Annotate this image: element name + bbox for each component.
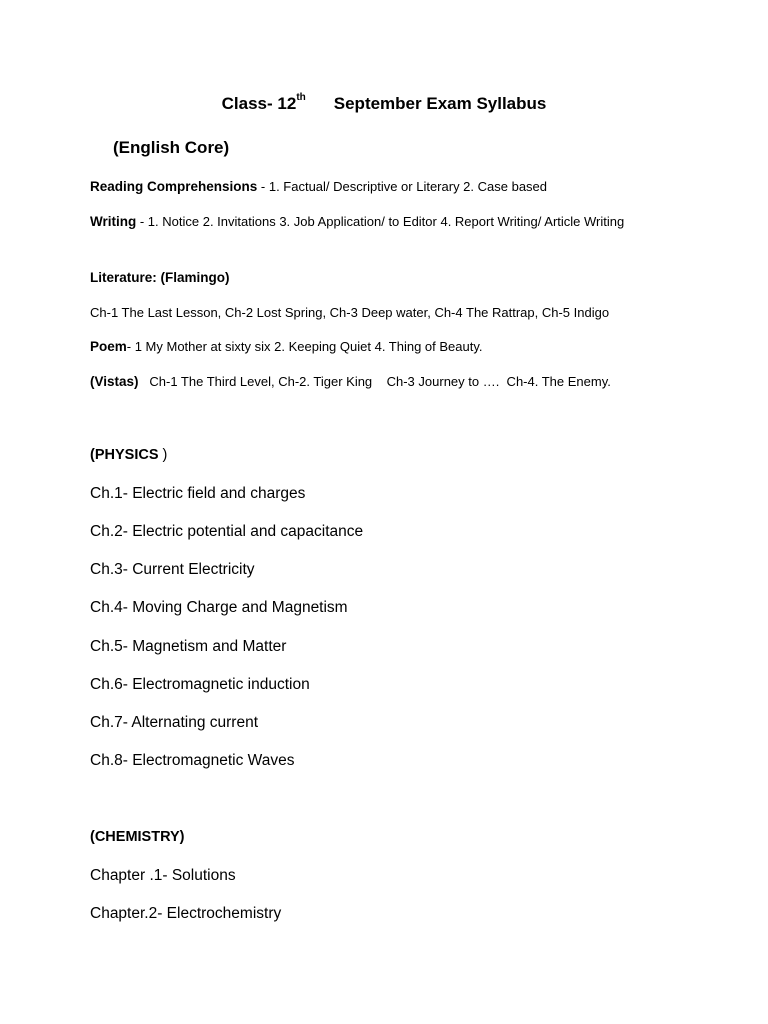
chemistry-chapter-1: Chapter .1- Solutions — [90, 867, 236, 884]
physics-chapter-2: Ch.2- Electric potential and capacitance — [90, 523, 364, 540]
literature-label: Literature: (Flamingo) — [90, 270, 230, 285]
writing-text: - 1. Notice 2. Invitations 3. Job Application/ to Editor 4. Report Writing/ Article Writing — [136, 214, 625, 229]
poem-line — [90, 336, 650, 357]
vistas-text: Ch-1 The Third Level, Ch-2. Tiger King Ch-3 Journey to …. Ch-4. The Enemy. — [138, 374, 611, 389]
physics-chapter-3: Ch.3- Current Electricity — [90, 561, 255, 578]
reading-text: - 1. Factual/ Descriptive or Literary 2. Case based — [257, 179, 548, 194]
chemistry-heading: (CHEMISTRY) — [90, 829, 185, 845]
physics-chapter-5: Ch.5- Magnetism and Matter — [90, 638, 287, 655]
physics-heading — [90, 447, 167, 463]
poem-label: Poem — [90, 339, 127, 354]
writing-label: Writing — [90, 214, 137, 229]
poem-text: - 1 My Mother at sixty six 2. Keeping Quiet 4. Thing of Beauty. — [126, 339, 483, 354]
writing-line — [90, 211, 650, 232]
class-label: Class- 12 — [221, 94, 297, 113]
page-title — [0, 94, 768, 114]
subject-title: (English Core) — [113, 138, 230, 157]
vistas-line — [90, 371, 650, 392]
physics-heading-suffix: ) — [158, 447, 168, 463]
class-superscript: th — [296, 92, 306, 104]
physics-heading-text: (PHYSICS — [90, 447, 159, 463]
reading-line — [90, 176, 650, 197]
flamingo-chapters: Ch-1 The Last Lesson, Ch-2 Lost Spring, Ch-3 Deep water, Ch-4 The Rattrap, Ch-5 Indigo — [90, 305, 610, 320]
vistas-label: (Vistas) — [90, 374, 139, 389]
reading-label: Reading Comprehensions — [90, 179, 258, 194]
chemistry-chapter-2: Chapter.2- Electrochemistry — [90, 905, 282, 922]
literature-line — [90, 267, 650, 288]
physics-chapter-8: Ch.8- Electromagnetic Waves — [90, 752, 295, 769]
physics-chapter-6: Ch.6- Electromagnetic induction — [90, 676, 310, 693]
physics-chapter-1: Ch.1- Electric field and charges — [90, 485, 306, 502]
physics-chapter-4: Ch.4- Moving Charge and Magnetism — [90, 599, 348, 616]
physics-chapter-7: Ch.7- Alternating current — [90, 714, 259, 731]
exam-title: September Exam Syllabus — [333, 94, 547, 113]
